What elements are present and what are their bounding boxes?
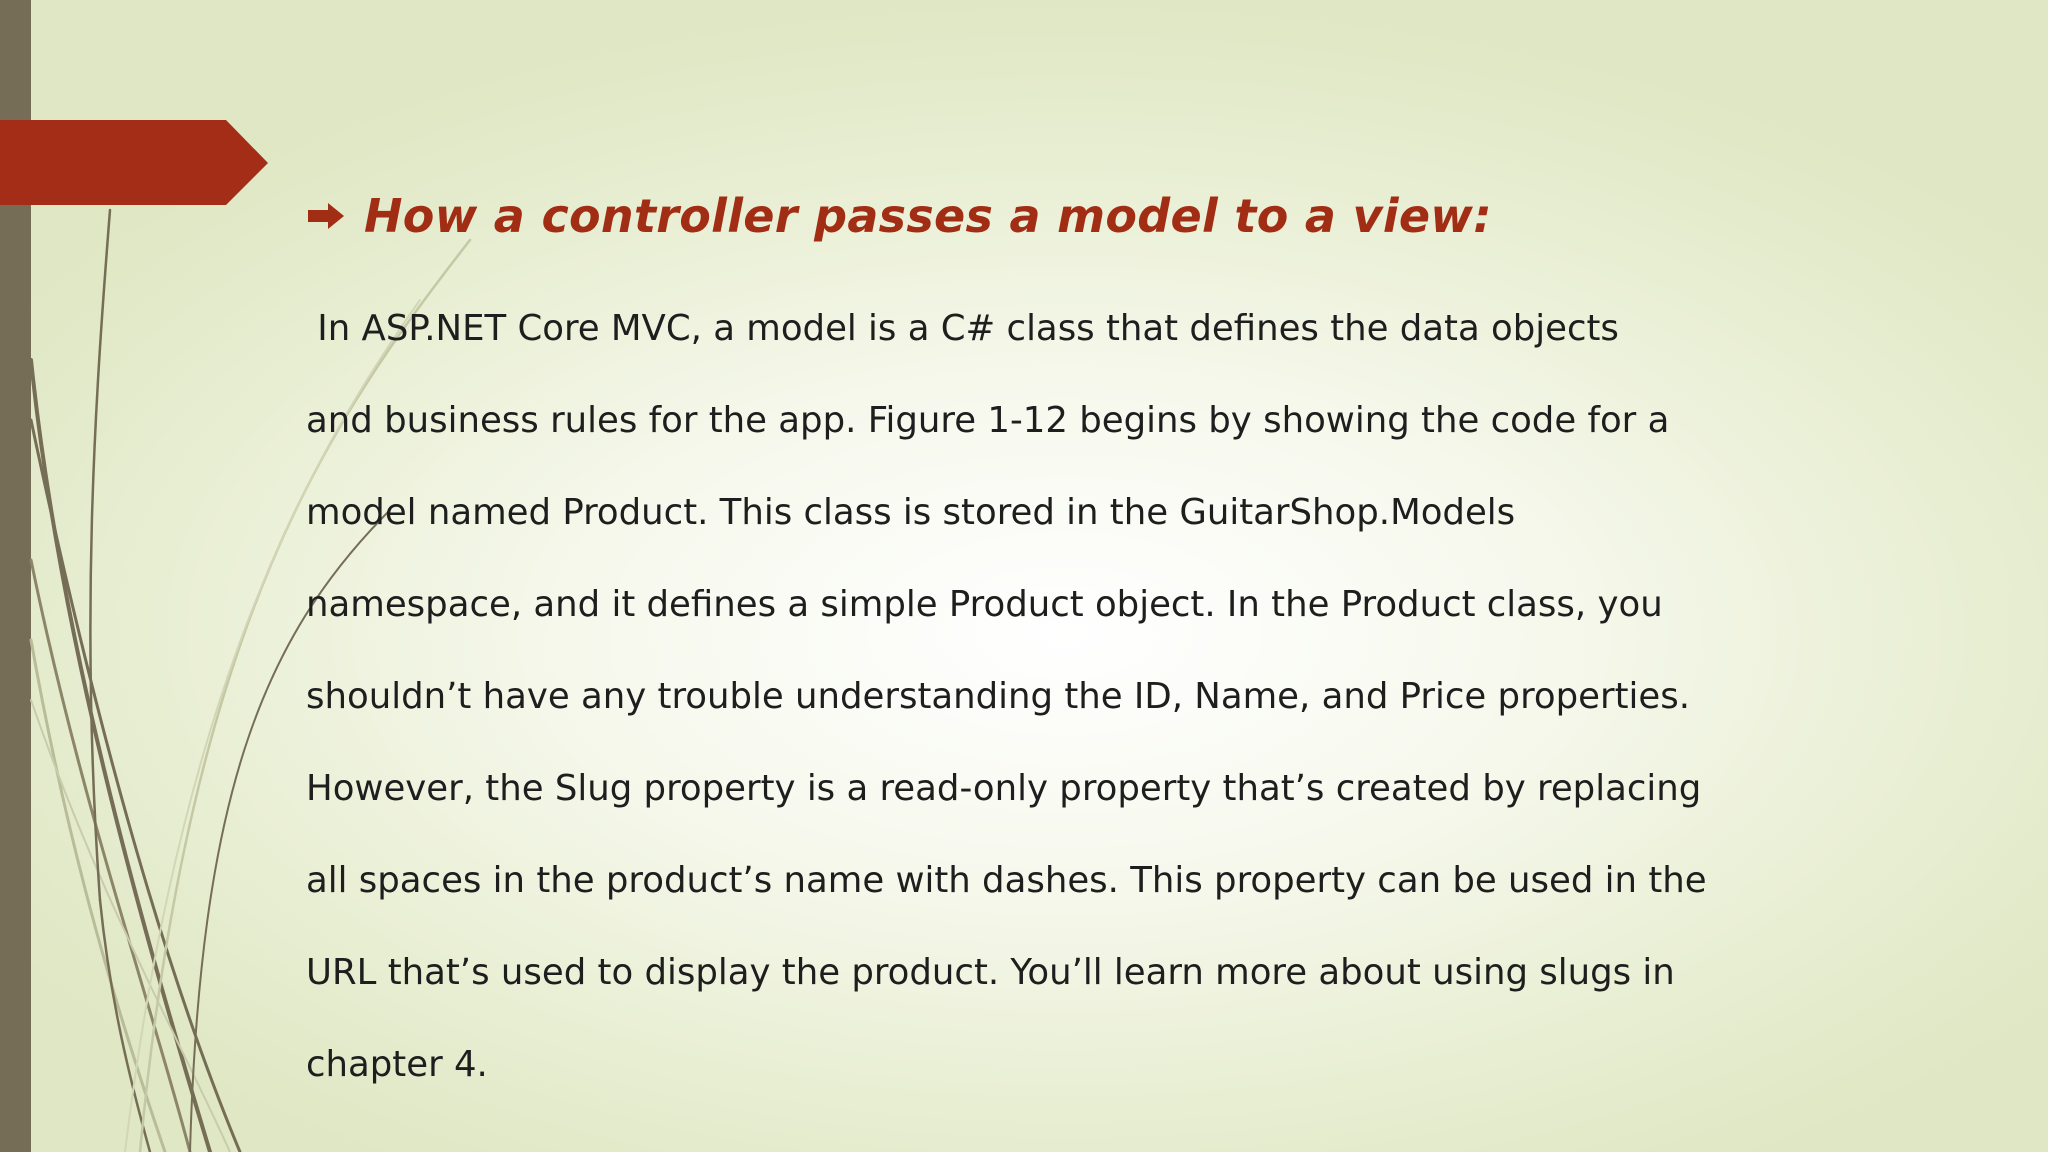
body-line: model named Product. This class is stored in the GuitarShop.Models xyxy=(306,492,1516,533)
body-line: URL that’s used to display the product. You’ll learn more about using slugs in xyxy=(306,952,1675,993)
slide-title-text: How a controller passes a model to a view: xyxy=(364,189,1492,243)
slide-body-text xyxy=(306,260,1806,1134)
body-line: and business rules for the app. Figure 1-12 begins by showing the code for a xyxy=(306,400,1670,441)
body-line: However, the Slug property is a read-only property that’s created by replacing xyxy=(306,768,1702,809)
body-line: In ASP.NET Core MVC, a model is a C# class that defines the data objects xyxy=(306,308,1619,349)
slide-title xyxy=(306,186,1806,246)
arrow-right-icon xyxy=(306,201,346,231)
body-line: namespace, and it defines a simple Product object. In the Product class, you xyxy=(306,584,1663,625)
slide-content xyxy=(306,186,1806,1134)
body-line: shouldn’t have any trouble understanding the ID, Name, and Price properties. xyxy=(306,676,1690,717)
body-line: all spaces in the product’s name with dashes. This property can be used in the xyxy=(306,860,1707,901)
body-line: chapter 4. xyxy=(306,1044,488,1085)
title-tab-shape xyxy=(0,120,270,210)
